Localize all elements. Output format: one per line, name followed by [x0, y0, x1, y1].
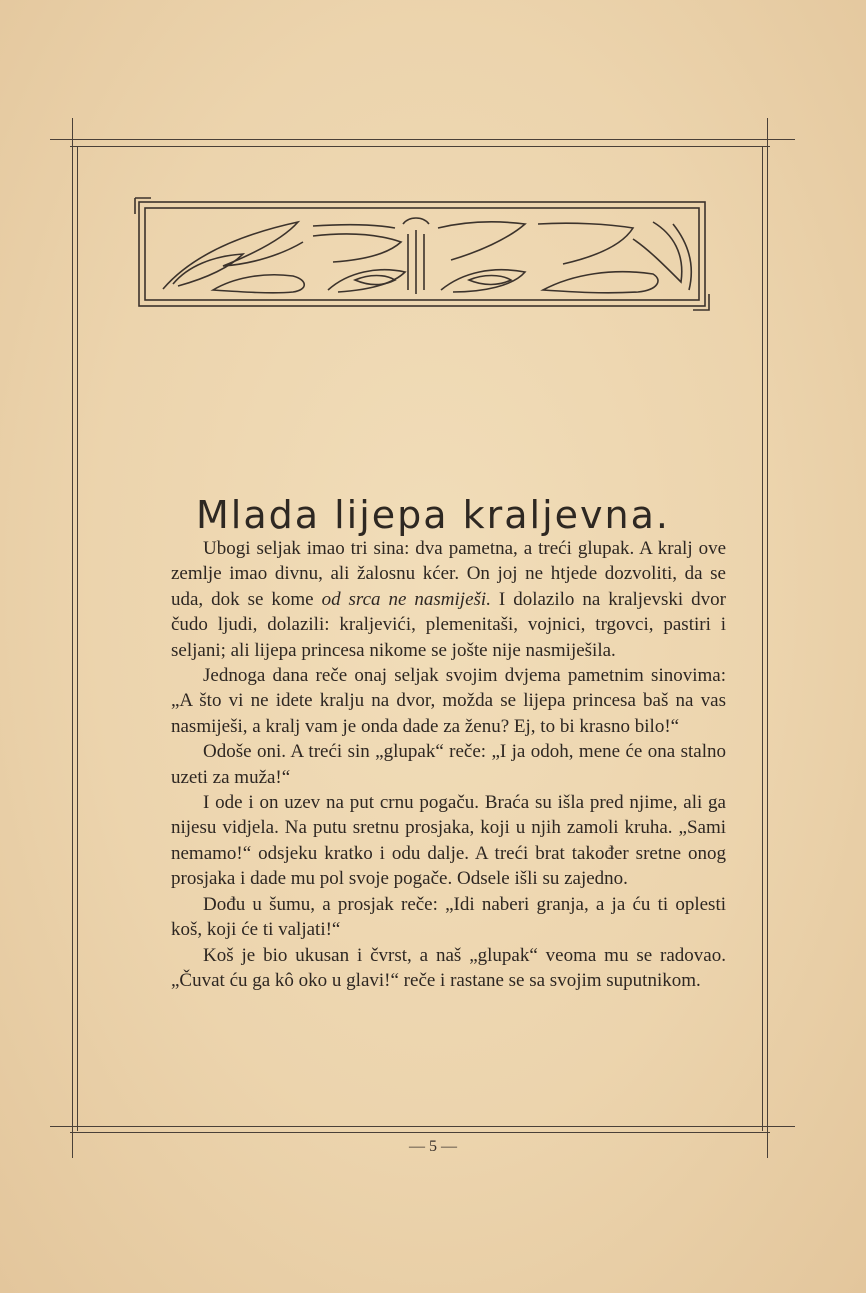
paragraph-1 — [171, 536, 726, 663]
frame-right-rule-inner — [762, 146, 763, 1131]
frame-bottom-rule — [50, 1126, 795, 1127]
story-body — [171, 536, 726, 993]
paragraph-5: Dođu u šumu, a prosjak reče: „Idi naberi granja, a ja ću ti oplesti koš, koji će ti valjati!“ — [171, 893, 726, 941]
paragraph-1-text-end: I dolazilo na kraljevski dvor čudo ljudi, dolazili: kraljevići, plemenitaši, vojnici, trgovci, pastiri i seljani; ali lijepa princesa nikome se jošte nije nasmiješila. — [171, 588, 726, 661]
paragraph-2: Jednoga dana reče onaj seljak svojim dvjema pametnim sinovima: „A što vi ne idete kralju na dvor, možda se lijepa princesa baš na vas nasmiješi, a kralj vam je onda dade za ženu? Ej, to bi krasno bilo!“ — [171, 665, 726, 737]
paragraph-6: Koš je bio ukusan i čvrst, a naš „glupak“ veoma mu se radovao. „Čuvat ću ga kô oko u glavi!“ reče i rastane se sa svojim suputnikom. — [171, 944, 726, 991]
paragraph-1-text: Ubogi seljak imao tri sina: dva pametna, a treći glupak. A kralj ove zemlje imao divnu, ali žalosnu kćer. On joj ne htjede dozvoliti, da se uda, dok se kome — [171, 538, 726, 610]
story-title: Mlada lijepa kraljevna. — [195, 493, 670, 538]
paragraph-3: Odoše oni. A treći sin „glupak“ reče: „I ja odoh, mene će ona stalno uzeti za muža!“ — [171, 741, 726, 788]
frame-top-rule — [50, 139, 795, 140]
paragraph-4: I ode i on uzev na put crnu pogaču. Braća su išla pred njime, ali ga nijesu vidjela. Na putu sretnu prosjaka, koji u njih zamoli kruha. „Sami nemamo!“ odsjeku kratko i odu dalje. A treći brat također sretne onog prosjaka i dade mu pol svoje pogače. Odsele išli su zajedno. — [171, 792, 726, 890]
frame-left-rule-inner — [77, 146, 78, 1131]
emphasis-text: od srca ne nasmiješi. — [321, 588, 491, 610]
frame-right-rule — [767, 118, 768, 1158]
page-number: — 5 — — [409, 1138, 457, 1155]
frame-top-rule-inner — [70, 146, 770, 147]
frame-left-rule — [72, 118, 73, 1158]
frame-bottom-rule-inner — [70, 1132, 770, 1133]
ornament-headpiece — [133, 194, 713, 314]
